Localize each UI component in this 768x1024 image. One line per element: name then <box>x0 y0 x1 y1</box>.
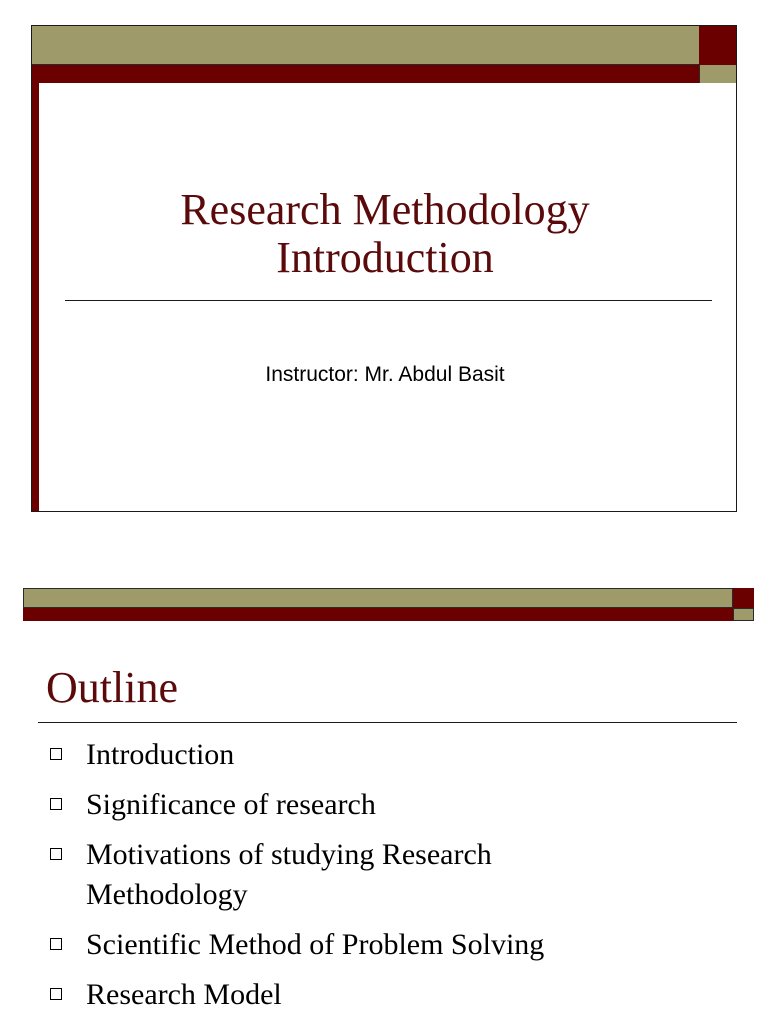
header-maroon-square <box>699 26 737 65</box>
list-item-text: Scientific Method of Problem Solving <box>86 928 545 961</box>
header-maroon-band <box>32 65 699 83</box>
list-item-text: Research Model <box>86 978 282 1011</box>
outline-maroon-square <box>733 588 754 608</box>
square-bullet-icon <box>50 938 62 950</box>
header-olive-square <box>699 65 737 83</box>
list-item-text: Significance of research <box>86 788 376 821</box>
list-item-text: Motivations of studying Research <box>86 838 492 871</box>
list-item-text-continued: Methodology <box>86 878 248 911</box>
list-item <box>48 785 748 825</box>
outline-olive-square <box>733 608 754 621</box>
slide-title-line-1: Research Methodology <box>180 185 590 234</box>
header-olive-band <box>32 26 699 65</box>
list-item <box>48 975 748 1015</box>
outline-header-bar <box>23 588 754 621</box>
square-bullet-icon <box>50 848 62 860</box>
square-bullet-icon <box>50 988 62 1000</box>
list-item <box>48 925 748 965</box>
list-item-text: Introduction <box>86 738 235 771</box>
outline-list <box>48 735 748 1024</box>
list-item <box>48 735 748 775</box>
outline-maroon-band <box>23 608 733 621</box>
square-bullet-icon <box>50 748 62 760</box>
outline-divider <box>38 722 737 723</box>
left-accent-bar <box>32 83 39 512</box>
instructor-subtitle: Instructor: Mr. Abdul Basit <box>265 363 505 386</box>
title-divider <box>65 300 712 301</box>
list-item <box>48 835 748 915</box>
title-slide <box>31 25 737 512</box>
slide-title <box>62 186 708 282</box>
outline-olive-band <box>23 588 733 608</box>
square-bullet-icon <box>50 798 62 810</box>
slide-title-line-2: Introduction <box>276 233 494 282</box>
outline-heading: Outline <box>46 663 178 712</box>
